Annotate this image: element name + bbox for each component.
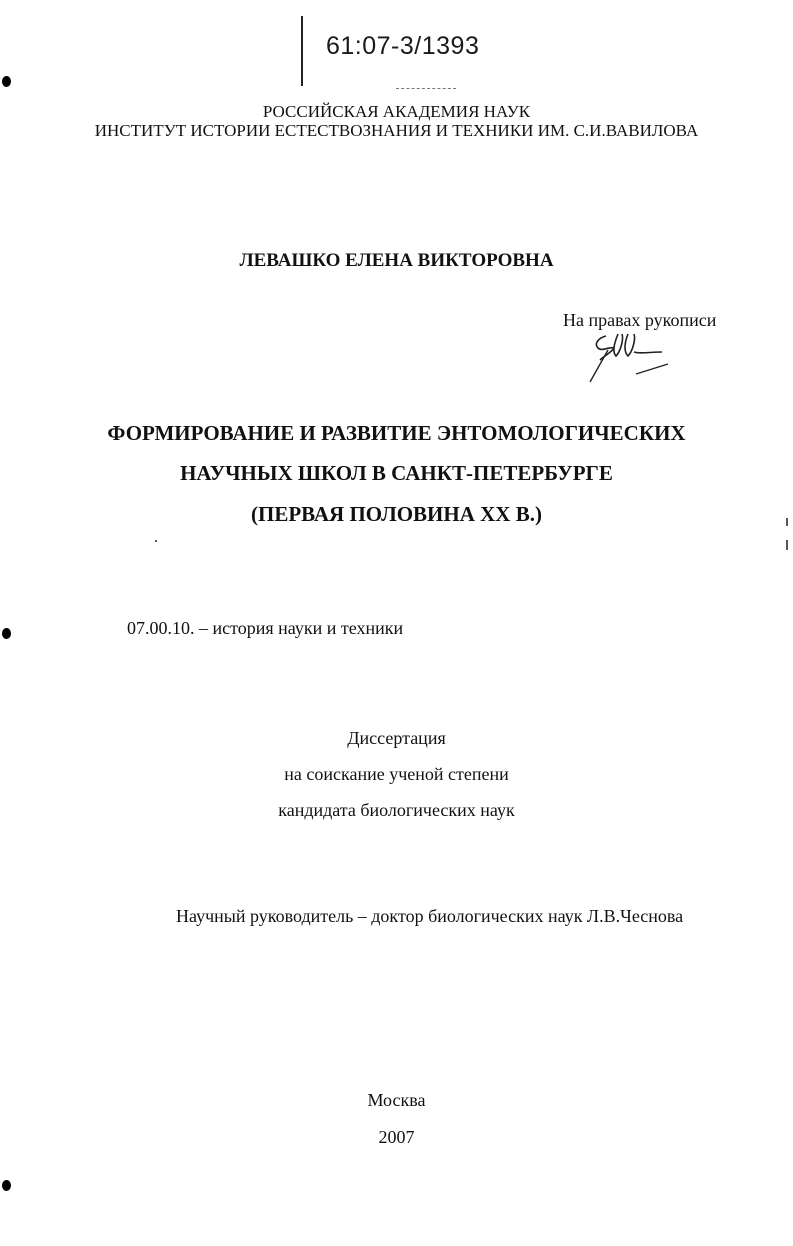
organization-name: РОССИЙСКАЯ АКАДЕМИЯ НАУК xyxy=(262,102,531,121)
author-name: ЛЕВАШКО ЕЛЕНА ВИКТОРОВНА xyxy=(239,250,554,271)
scientific-supervisor: Научный руководитель – доктор биологических наук Л.В.Чеснова xyxy=(176,906,684,926)
year: 2007 xyxy=(378,1127,415,1147)
specialty-code: 07.00.10. – история науки и техники xyxy=(127,618,404,638)
manuscript-rights-note: На правах рукописи xyxy=(563,310,717,330)
degree-name: кандидата биологических наук xyxy=(278,800,515,820)
document-type: Диссертация xyxy=(347,728,446,748)
stamp-dashed-line xyxy=(396,88,456,89)
binder-hole-mark xyxy=(2,76,11,87)
city: Москва xyxy=(367,1090,426,1110)
title-line-3: (ПЕРВАЯ ПОЛОВИНА XX В.) xyxy=(251,502,542,526)
signature-mark xyxy=(584,330,674,386)
degree-purpose: на соискание ученой степени xyxy=(284,764,509,784)
binder-hole-mark xyxy=(2,628,11,639)
scan-speck xyxy=(155,540,157,542)
title-line-1: ФОРМИРОВАНИЕ И РАЗВИТИЕ ЭНТОМОЛОГИЧЕСКИХ xyxy=(107,421,686,445)
stamp-divider xyxy=(301,16,303,86)
institute-name: ИНСТИТУТ ИСТОРИИ ЕСТЕСТВОЗНАНИЯ И ТЕХНИКИ ИМ. С.И.ВАВИЛОВА xyxy=(94,121,699,140)
scan-speck xyxy=(786,540,788,550)
library-stamp-code: 61:07-3/1393 xyxy=(326,32,480,60)
title-line-2: НАУЧНЫХ ШКОЛ В САНКТ-ПЕТЕРБУРГЕ xyxy=(180,461,613,485)
binder-hole-mark xyxy=(2,1180,11,1191)
